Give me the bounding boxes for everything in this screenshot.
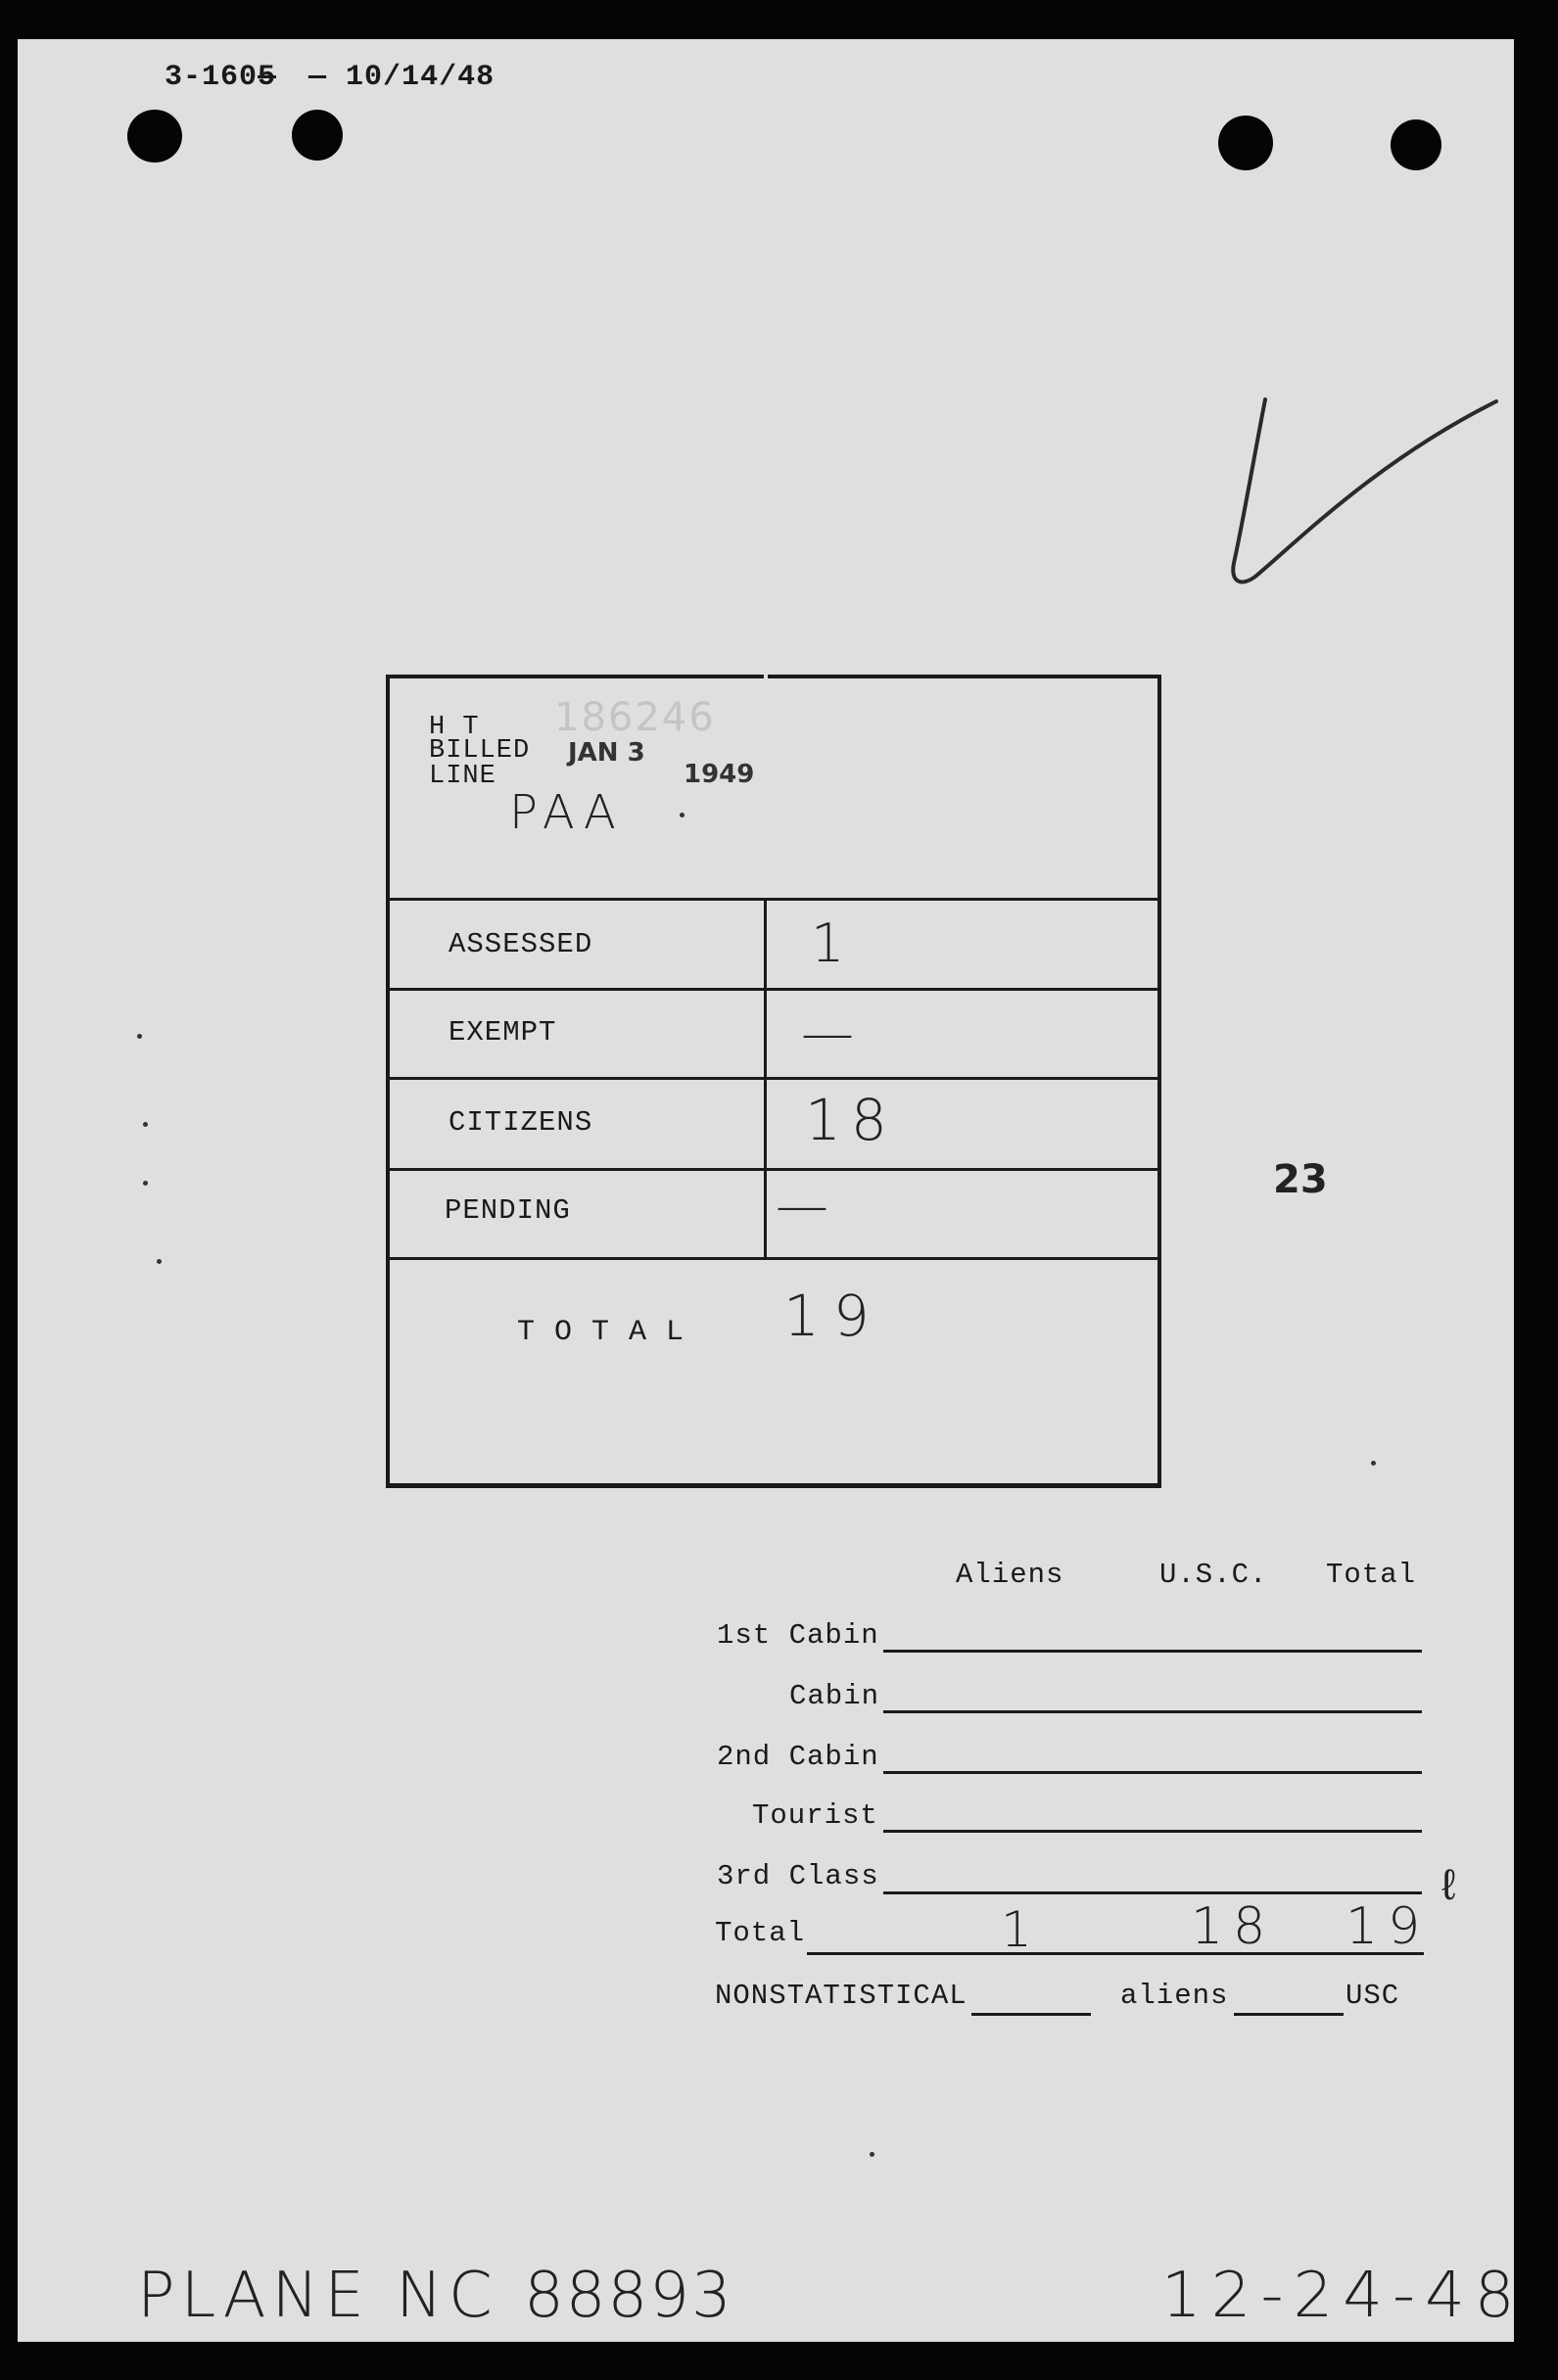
plane-number: 88893 <box>524 2260 733 2332</box>
citizens-value: 18 <box>805 1087 897 1153</box>
row-line-3rd-class <box>883 1891 1422 1894</box>
row-sep-2 <box>390 988 1159 991</box>
punch-hole-4 <box>1391 119 1441 170</box>
plane-label <box>137 2260 733 2332</box>
assessed-label: ASSESSED <box>449 928 593 960</box>
total-total: 19 <box>1346 1897 1431 1956</box>
row-sep-4 <box>390 1168 1159 1171</box>
box-left <box>386 675 390 1487</box>
total-label: T O T A L <box>517 1316 685 1349</box>
scan-border-left <box>0 0 18 2380</box>
total-aliens: 1 <box>1001 1901 1032 1958</box>
form-number <box>165 61 495 94</box>
box-top-left <box>386 675 764 678</box>
usc-label: USC <box>1346 1980 1400 2012</box>
margin-mark: ℓ <box>1441 1860 1456 1910</box>
row-label-1st-cabin: 1st Cabin <box>717 1619 879 1652</box>
header-total: Total <box>1326 1559 1417 1591</box>
billed-stamp-date: JAN 3 <box>568 738 645 768</box>
stamp-number: 186246 <box>554 695 716 740</box>
scan-border-top <box>0 0 1558 39</box>
punch-hole-3 <box>1218 116 1273 170</box>
speck-5 <box>870 2152 874 2157</box>
row-line-total <box>807 1952 1424 1955</box>
citizens-label: CITIZENS <box>449 1106 593 1139</box>
exempt-label: EXEMPT <box>449 1016 557 1049</box>
aliens-label: aliens <box>1120 1980 1229 2012</box>
punch-hole-1 <box>127 110 182 163</box>
assessed-value: 1 <box>811 912 845 974</box>
speck-1 <box>137 1034 142 1039</box>
billed-label: BILLED <box>429 736 531 766</box>
row-line-2nd-cabin <box>883 1771 1422 1774</box>
row-label-cabin: Cabin <box>789 1680 880 1712</box>
row-label-3rd-class: 3rd Class <box>717 1860 879 1892</box>
row-label-2nd-cabin: 2nd Cabin <box>717 1741 879 1773</box>
box-top-right <box>768 675 1161 678</box>
plane-label-text: PLANE NC <box>137 2260 498 2332</box>
speck-4 <box>157 1259 162 1264</box>
pending-label: PENDING <box>445 1194 571 1227</box>
ht-label: H T <box>429 713 480 742</box>
ink-dot <box>680 813 685 817</box>
footer-date: 12-24-48 <box>1161 2260 1525 2332</box>
nonstatistical-usc-line <box>1234 2013 1344 2016</box>
row-sep-3 <box>390 1077 1159 1080</box>
row-label-tourist: Tourist <box>752 1799 878 1832</box>
row-line-1st-cabin <box>883 1650 1422 1653</box>
document-page <box>18 39 1525 2342</box>
total-value: 19 <box>783 1283 883 1349</box>
speck-3 <box>143 1181 148 1186</box>
total-usc: 18 <box>1191 1897 1276 1956</box>
header-aliens: Aliens <box>956 1559 1064 1591</box>
scan-border-right <box>1514 0 1558 2380</box>
line-label: LINE <box>429 762 496 791</box>
box-bottom <box>386 1483 1161 1488</box>
header-usc: U.S.C. <box>1159 1559 1268 1591</box>
speck-2 <box>143 1122 148 1127</box>
form-number-struck: 5 <box>258 61 277 94</box>
line-value: PAA <box>509 785 624 840</box>
form-number-prefix: 3-160 <box>165 61 259 94</box>
check-mark-icon <box>1212 352 1506 617</box>
row-sep-5 <box>390 1257 1159 1260</box>
form-date: — 10/14/48 <box>308 61 496 94</box>
row-sep-1 <box>390 898 1159 901</box>
exempt-value: — <box>801 1003 854 1064</box>
column-divider <box>764 898 767 1259</box>
scan-border-bottom <box>0 2342 1558 2380</box>
billed-stamp-year: 1949 <box>684 760 755 789</box>
nonstatistical-label: NONSTATISTICAL <box>715 1980 968 2012</box>
row-line-cabin <box>883 1710 1422 1713</box>
nonstatistical-aliens-line <box>971 2013 1091 2016</box>
speck-6 <box>1371 1461 1376 1466</box>
row-line-tourist <box>883 1830 1422 1833</box>
punch-hole-2 <box>292 110 343 161</box>
row-label-total: Total <box>715 1917 806 1949</box>
box-right <box>1157 675 1161 1487</box>
pending-value: — <box>776 1175 828 1237</box>
side-number: 23 <box>1273 1157 1328 1202</box>
